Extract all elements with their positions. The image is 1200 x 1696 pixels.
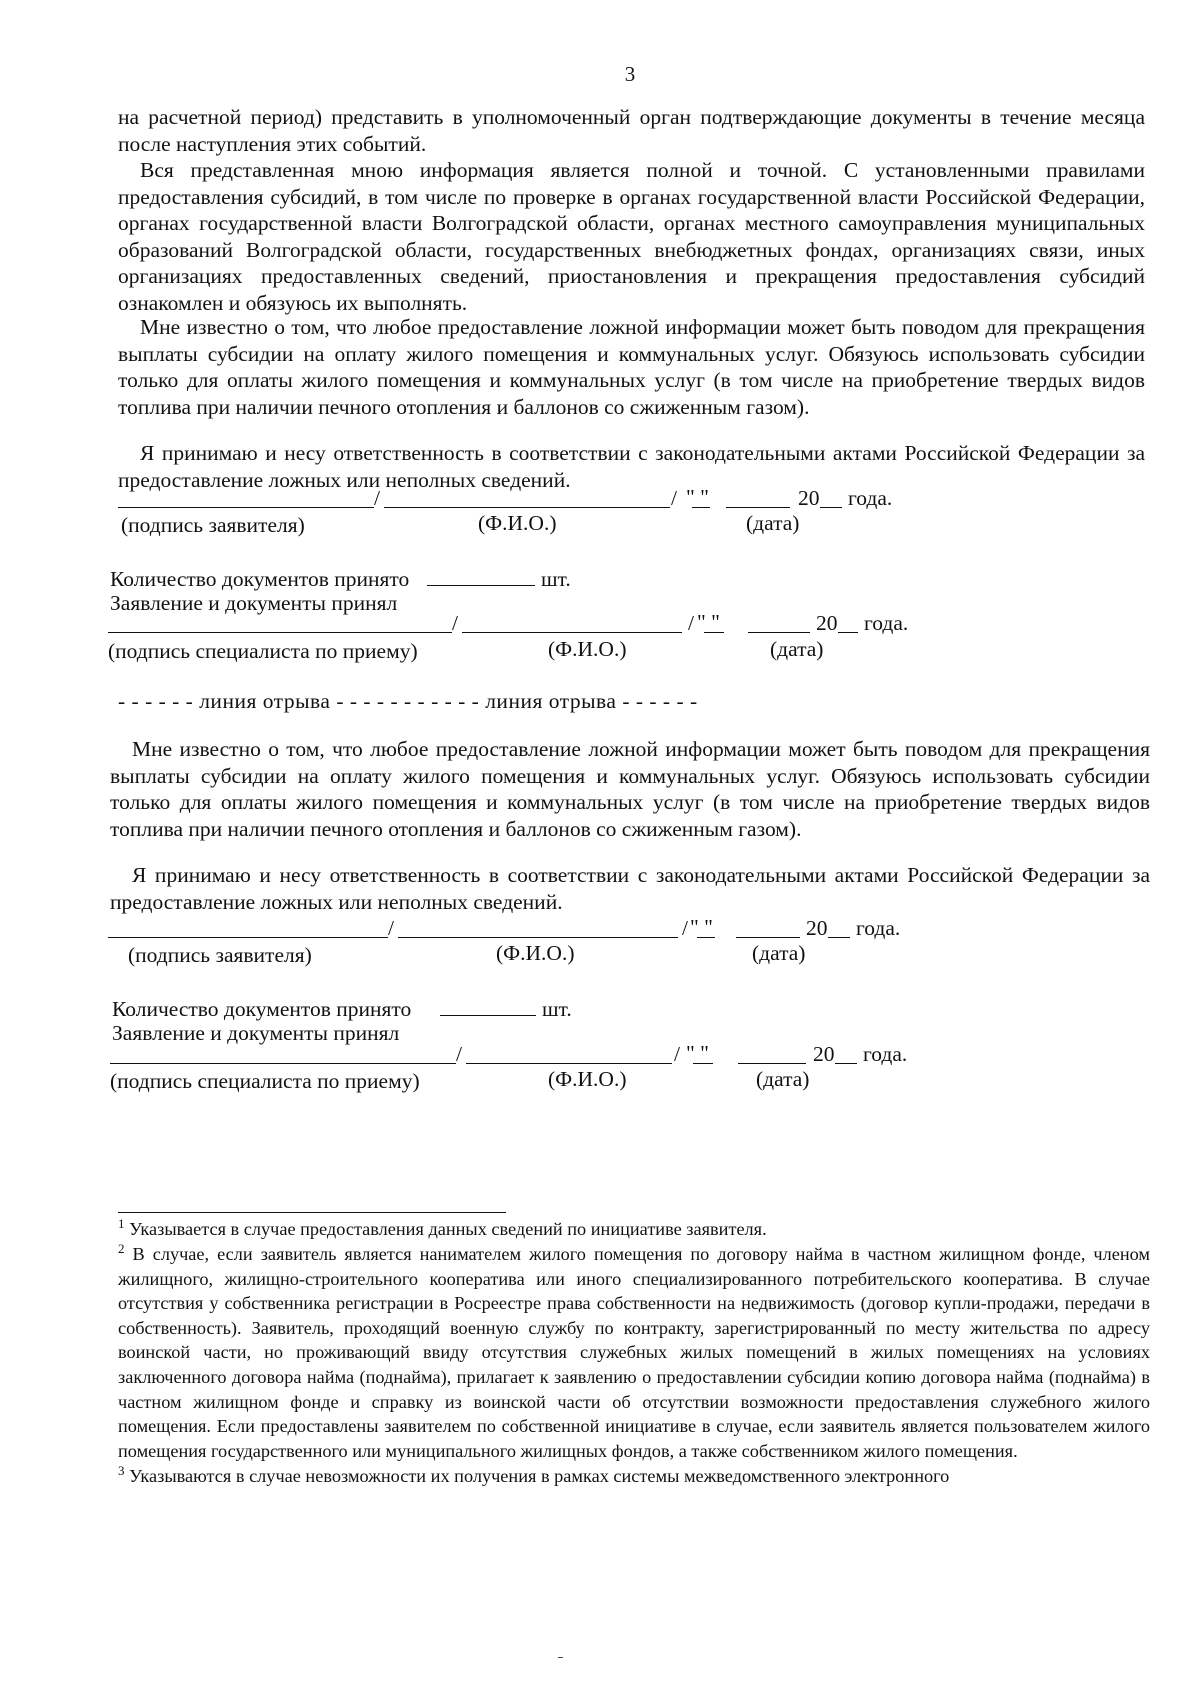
footnote-1-mark: 1 (118, 1216, 125, 1231)
page-number: 3 (624, 62, 636, 86)
paragraph-false-information-copy: Мне известно о том, что любое предоставление ложной информации может быть поводом для прекращения выплаты субсидии на оплату жилого помещения и коммунальных услуг. Обязуюсь использовать субсидии только для оплаты жилого помещения и коммунальных услуг (в том числе на приобретение твердых видов топлива при наличии печного отопления и баллонов со сжиженным газом). (110, 737, 1150, 841)
footnote-2-text: В случае, если заявитель является нанимателем жилого помещения по договору найма в частном жилищном фонде, членом жилищного, жилищно-строительного кооператива или иного специализированного потребительского кооператива. В случае отсутствия у собственника регистрации в Росреестре права собственности на недвижимость (договор купли-продажи, передачи в собственность). Заявитель, проходящий военную службу по контракту, зарегистрированный по месту жительства по адресу воинской части, но проживающий ввиду отсутствия служебных жилых помещений в жилых помещениях на условиях заключенного договора найма (поднайма), прилагает к заявлению о предоставлении субсидии копию договора найма (поднайма) в частном жилищном фонде и справку из воинской части об отсутствии возможности предоставления служебного жилого помещения. Если предоставлены заявителем по собственной инициативе в случае, если заявитель является пользователем жилого помещения государственного или муниципального жилищных фондов, а также собственником жилого помещения. (118, 1244, 1150, 1461)
paragraph-false-information: Мне известно о том, что любое предоставление ложной информации может быть поводом для прекращения выплаты субсидии на оплату жилого помещения и коммунальных услуг. Обязуюсь использовать субсидии только для оплаты жилого помещения и коммунальных услуг (в том числе на приобретение твердых видов топлива при наличии печного отопления и баллонов со сжиженным газом). (118, 315, 1145, 419)
year-field-line[interactable] (828, 937, 850, 938)
accepted-by-label: Заявление и документы принял (110, 591, 398, 615)
separator-slash: / (452, 611, 458, 635)
year-suffix: года. (856, 916, 901, 940)
year-prefix: 20 (798, 486, 820, 510)
year-prefix: 20 (816, 611, 838, 635)
day-field-line[interactable] (704, 632, 724, 633)
paragraph-responsibility: Я принимаю и несу ответственность в соответствии с законодательными актами Российской Федерации за предоставление ложных или неполных сведений. (118, 441, 1145, 492)
footnote-2 (118, 1242, 1150, 1463)
caption-date: (дата) (756, 1067, 810, 1091)
separator-slash: / (682, 916, 688, 940)
footnote-1 (118, 1217, 1150, 1242)
date-quotes: " " (686, 485, 709, 509)
footnote-1-text: Указывается в случае предоставления данных сведений по инициативе заявителя. (129, 1219, 767, 1239)
caption-specialist-signature: (подпись специалиста по приему) (110, 1069, 420, 1093)
tear-line: - - - - - - линия отрыва - - - - - - - - - - - линия отрыва - - - - - - (118, 689, 698, 713)
docs-count-label: Количество документов принято (112, 997, 412, 1021)
caption-applicant-signature: (подпись заявителя) (128, 943, 312, 967)
footnote-separator (118, 1212, 506, 1213)
specialist-signature-line[interactable] (108, 632, 452, 633)
day-field-line[interactable] (697, 937, 715, 938)
separator-slash: / (688, 611, 694, 635)
accepted-by-label: Заявление и документы принял (112, 1021, 400, 1045)
separator-slash: / (374, 486, 380, 510)
year-prefix: 20 (806, 916, 828, 940)
separator-slash: / (671, 486, 677, 510)
specialist-signature-line[interactable] (110, 1063, 456, 1064)
month-field-line[interactable] (748, 632, 810, 633)
caption-fio: (Ф.И.О.) (478, 511, 557, 535)
day-field-line[interactable] (692, 507, 710, 508)
caption-applicant-signature: (подпись заявителя) (121, 513, 305, 537)
applicant-fio-line[interactable] (384, 507, 670, 508)
caption-specialist-signature: (подпись специалиста по приему) (108, 639, 418, 663)
year-suffix: года. (848, 486, 893, 510)
footnote-2-mark: 2 (118, 1241, 125, 1256)
year-suffix: года. (864, 611, 909, 635)
paragraph-continuation: на расчетной период) представить в уполномоченный орган подтверждающие документы в течение месяца после наступления этих событий. (118, 105, 1145, 156)
docs-count-unit: шт. (542, 997, 572, 1021)
date-quotes: " " (697, 610, 720, 634)
separator-slash: / (388, 916, 394, 940)
year-suffix: года. (863, 1042, 908, 1066)
applicant-signature-line[interactable] (108, 937, 388, 938)
docs-count-field-line[interactable] (440, 1015, 536, 1016)
month-field-line[interactable] (738, 1063, 806, 1064)
caption-fio: (Ф.И.О.) (496, 941, 575, 965)
date-quotes: " " (686, 1041, 709, 1065)
paragraph-information-accuracy: Вся представленная мною информация является полной и точной. С установленными правилами предоставления субсидий, в том числе по проверке в органах государственной власти Российской Федерации, органах государственной власти Волгоградской области, органах местного самоуправления муниципальных образований Волгоградской области, государственных внебюджетных фондах, организациях связи, иных организациях предоставленных сведений, приостановления и прекращения предоставления субсидий ознакомлен и обязуюсь их выполнять. (118, 158, 1145, 315)
docs-count-unit: шт. (541, 567, 571, 591)
month-field-line[interactable] (726, 507, 790, 508)
caption-date: (дата) (752, 941, 806, 965)
month-field-line[interactable] (736, 937, 800, 938)
specialist-fio-line[interactable] (466, 1063, 672, 1064)
date-quotes: " " (690, 915, 713, 939)
footnote-3-mark: 3 (118, 1463, 125, 1478)
caption-date: (дата) (746, 511, 800, 535)
caption-date: (дата) (770, 637, 824, 661)
year-field-line[interactable] (838, 632, 858, 633)
scan-mark (558, 1657, 563, 1658)
applicant-fio-line[interactable] (398, 937, 678, 938)
docs-count-field-line[interactable] (427, 585, 535, 586)
paragraph-responsibility-copy: Я принимаю и несу ответственность в соответствии с законодательными актами Российской Федерации за предоставление ложных или неполных сведений. (110, 863, 1150, 914)
year-field-line[interactable] (820, 507, 842, 508)
year-prefix: 20 (813, 1042, 835, 1066)
separator-slash: / (456, 1042, 462, 1066)
docs-count-label: Количество документов принято (110, 567, 410, 591)
year-field-line[interactable] (835, 1063, 857, 1064)
footnote-3 (118, 1464, 1150, 1489)
caption-fio: (Ф.И.О.) (548, 637, 627, 661)
applicant-signature-line[interactable] (118, 507, 374, 508)
separator-slash: / (674, 1042, 680, 1066)
specialist-fio-line[interactable] (462, 632, 682, 633)
day-field-line[interactable] (693, 1063, 713, 1064)
caption-fio: (Ф.И.О.) (548, 1067, 627, 1091)
footnote-3-text: Указываются в случае невозможности их получения в рамках системы межведомственного электронного (129, 1466, 950, 1486)
